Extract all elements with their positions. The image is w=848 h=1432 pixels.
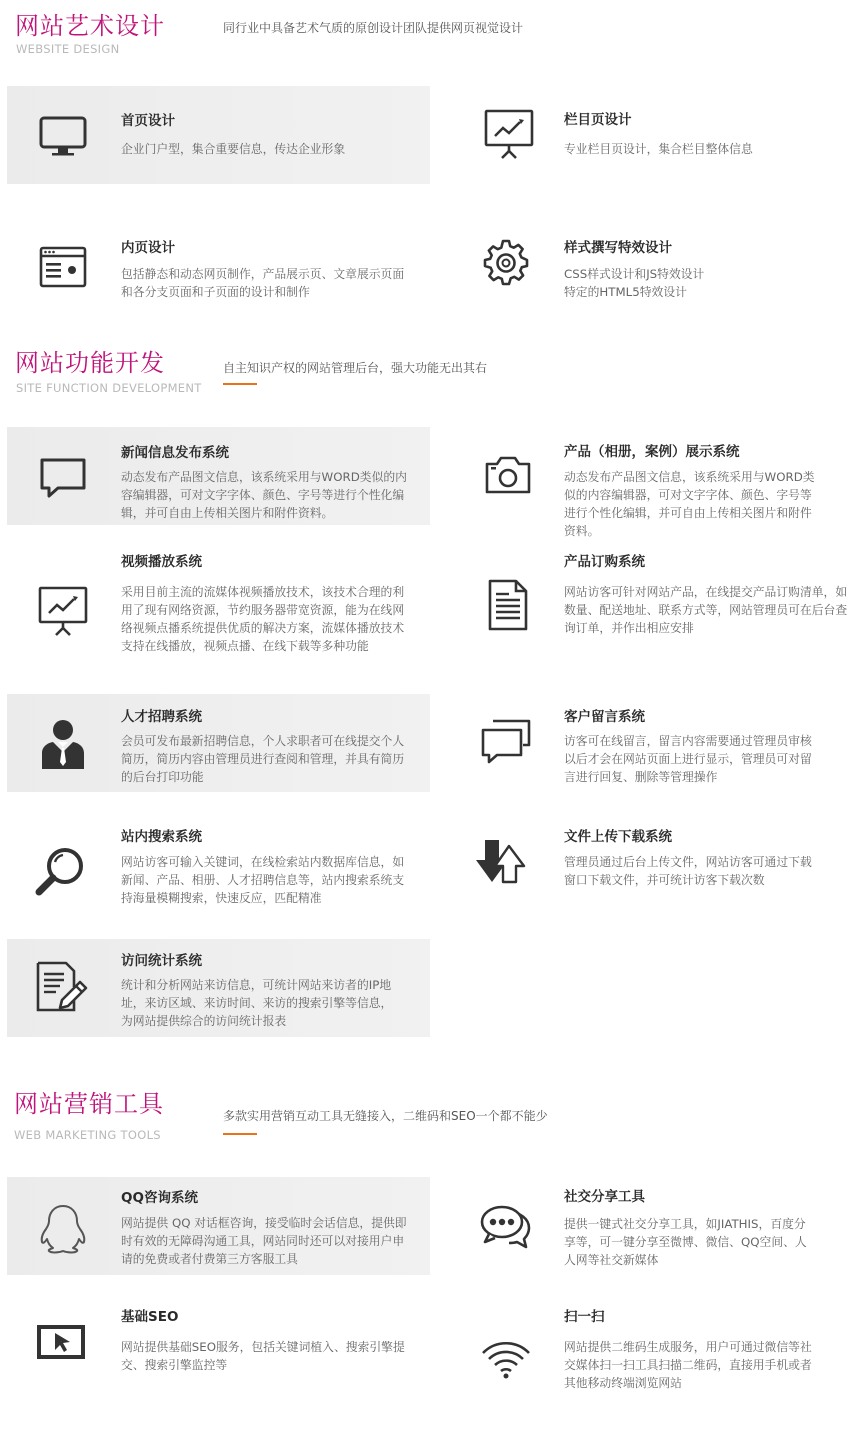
card-title: 人才招聘系统: [121, 709, 202, 725]
service-card[interactable]: [450, 1177, 848, 1275]
card-description: 专业栏目页设计，集合栏目整体信息: [564, 142, 753, 156]
card-description: CSS样式设计和JS特效设计 特定的HTML5特效设计: [564, 267, 705, 299]
service-card[interactable]: [450, 427, 848, 545]
qq-penguin-icon: [35, 1201, 91, 1257]
user-suit-icon: [35, 716, 91, 772]
section-subtitle: WEBSITE DESIGN: [16, 42, 120, 56]
section-underline: [223, 1133, 257, 1135]
section-underline: [223, 383, 257, 385]
card-description: 网站提供基础SEO服务，包括关键词植入、搜索引擎提 交、搜索引擎监控等: [121, 1340, 405, 1372]
section-description: 同行业中具备艺术气质的原创设计团队提供网页视觉设计: [223, 21, 524, 35]
card-title: 社交分享工具: [564, 1189, 645, 1205]
card-description: 会员可发布最新招聘信息，个人求职者可在线提交个人 简历，简历内容由管理员进行查阅和管理，并具有简历 的后台打印功能: [121, 734, 405, 784]
card-title: 视频播放系统: [121, 554, 202, 570]
card-title: 文件上传下载系统: [564, 829, 672, 845]
card-description: 采用目前主流的流媒体视频播放技术，该技术合理的利 用了现有网络资源，节约服务器带宽资源，能为在线网 络视频点播系统提供优质的解决方案，流媒体播放技术 支持在线播放，视频点播、在线下载等多种功能: [121, 585, 405, 653]
service-card[interactable]: [7, 939, 430, 1037]
card-title: 内页设计: [121, 240, 175, 256]
card-title: 客户留言系统: [564, 709, 645, 725]
section-title: 网站营销工具: [14, 1090, 164, 1118]
wifi-signal-icon: [478, 1330, 534, 1386]
service-card[interactable]: [7, 694, 430, 792]
chat-bubbles-icon: [478, 714, 534, 770]
card-description: 网站访客可针对网站产品，在线提交产品订购清单，如 数量、配送地址、联系方式等，网站管理员可在后台查 询订单，并作出相应安排: [564, 585, 848, 635]
presentation-chart-icon: [35, 583, 91, 639]
section-description: 多款实用营销互动工具无缝接入，二维码和SEO一个都不能少: [223, 1109, 548, 1123]
presentation-chart-icon: [481, 106, 537, 162]
section-subtitle: SITE FUNCTION DEVELOPMENT: [16, 381, 202, 395]
card-title: 栏目页设计: [564, 112, 632, 128]
document-icon: [480, 577, 536, 633]
card-description: 网站提供 QQ 对话框咨询，接受临时会话信息，提供即 时有效的无障碍沟通工具，网站同时还可以对接用户申 请的免费或者付费第三方客服工具: [121, 1216, 407, 1266]
service-card[interactable]: [450, 1300, 848, 1400]
card-description: 统计和分析网站来访信息，可统计网站来访者的IP地 址，来访区域、来访时间、来访的搜索引擎等信息， 为网站提供综合的访问统计报表: [121, 978, 393, 1028]
card-description: 网站提供二维码生成服务，用户可通过微信等社 交媒体扫一扫工具扫描二维码，直接用手机或者 其他移动终端浏览网站: [564, 1340, 812, 1390]
service-card[interactable]: [450, 545, 848, 663]
monitor-icon: [35, 108, 91, 164]
browser-window-icon: [35, 240, 91, 296]
card-title: 样式撰写特效设计: [564, 240, 672, 256]
section-title: 网站艺术设计: [15, 12, 165, 40]
card-title: 新闻信息发布系统: [121, 445, 229, 461]
cursor-screen-icon: [33, 1314, 89, 1370]
service-card[interactable]: [450, 86, 848, 184]
card-description: 动态发布产品图文信息，该系统采用与WORD类似的内 容编辑器，可对文字字体、颜色、字号等进行个性化编 辑，并可自由上传相关图片和附件资料。: [121, 470, 407, 520]
camera-icon: [480, 447, 536, 503]
service-card[interactable]: [7, 815, 430, 925]
card-title: 首页设计: [121, 113, 175, 129]
service-card[interactable]: [7, 1300, 430, 1400]
edit-document-icon: [33, 959, 89, 1015]
card-description: 提供一键式社交分享工具，如JIATHIS，百度分 享等，可一键分享至微博、微信、QQ空间、人 人网等社交新媒体: [564, 1217, 807, 1267]
service-card[interactable]: [7, 545, 430, 663]
magnifier-icon: [33, 843, 89, 899]
card-description: 包括静态和动态网页制作，产品展示页、文章展示页面 和各分支页面和子页面的设计和制作: [121, 267, 405, 299]
service-card[interactable]: [450, 222, 848, 320]
section-description: 自主知识产权的网站管理后台，强大功能无出其右: [223, 361, 488, 375]
service-card[interactable]: [450, 815, 848, 925]
card-title: 扫一扫: [564, 1309, 605, 1325]
card-title: 基础SEO: [121, 1309, 179, 1325]
card-title: QQ咨询系统: [121, 1190, 198, 1206]
service-card[interactable]: [7, 1177, 430, 1275]
speech-bubble-icon: [35, 451, 91, 507]
card-description: 管理员通过后台上传文件，网站访客可通过下载 窗口下载文件，并可统计访客下载次数: [564, 855, 812, 887]
section-title: 网站功能开发: [15, 349, 165, 377]
card-description: 访客可在线留言，留言内容需要通过管理员审核 以后才会在网站页面上进行显示，管理员可对留 言进行回复、删除等管理操作: [564, 734, 812, 784]
card-title: 产品订购系统: [564, 554, 645, 570]
share-chat-icon: [478, 1199, 534, 1255]
service-card[interactable]: [7, 222, 430, 320]
card-description: 动态发布产品图文信息，该系统采用与WORD类 似的内容编辑器，可对文字字体、颜色、字号等 进行个性化编辑，并可自由上传相关图片和附件 资料。: [564, 470, 815, 538]
card-description: 网站访客可输入关键词，在线检索站内数据库信息，如 新闻、产品、相册、人才招聘信息等，站内搜索系统支 持海量模糊搜索，快速反应，匹配精准: [121, 855, 405, 905]
card-title: 站内搜索系统: [121, 829, 202, 845]
service-card[interactable]: [7, 86, 430, 184]
section-subtitle: WEB MARKETING TOOLS: [14, 1128, 161, 1142]
service-card[interactable]: [7, 427, 430, 525]
card-title: 产品（相册，案例）展示系统: [564, 444, 740, 460]
card-title: 访问统计系统: [121, 953, 202, 969]
card-description: 企业门户型，集合重要信息，传达企业形象: [121, 142, 346, 156]
upload-download-icon: [472, 835, 528, 891]
gear-icon: [478, 235, 534, 291]
service-card[interactable]: [450, 694, 848, 792]
